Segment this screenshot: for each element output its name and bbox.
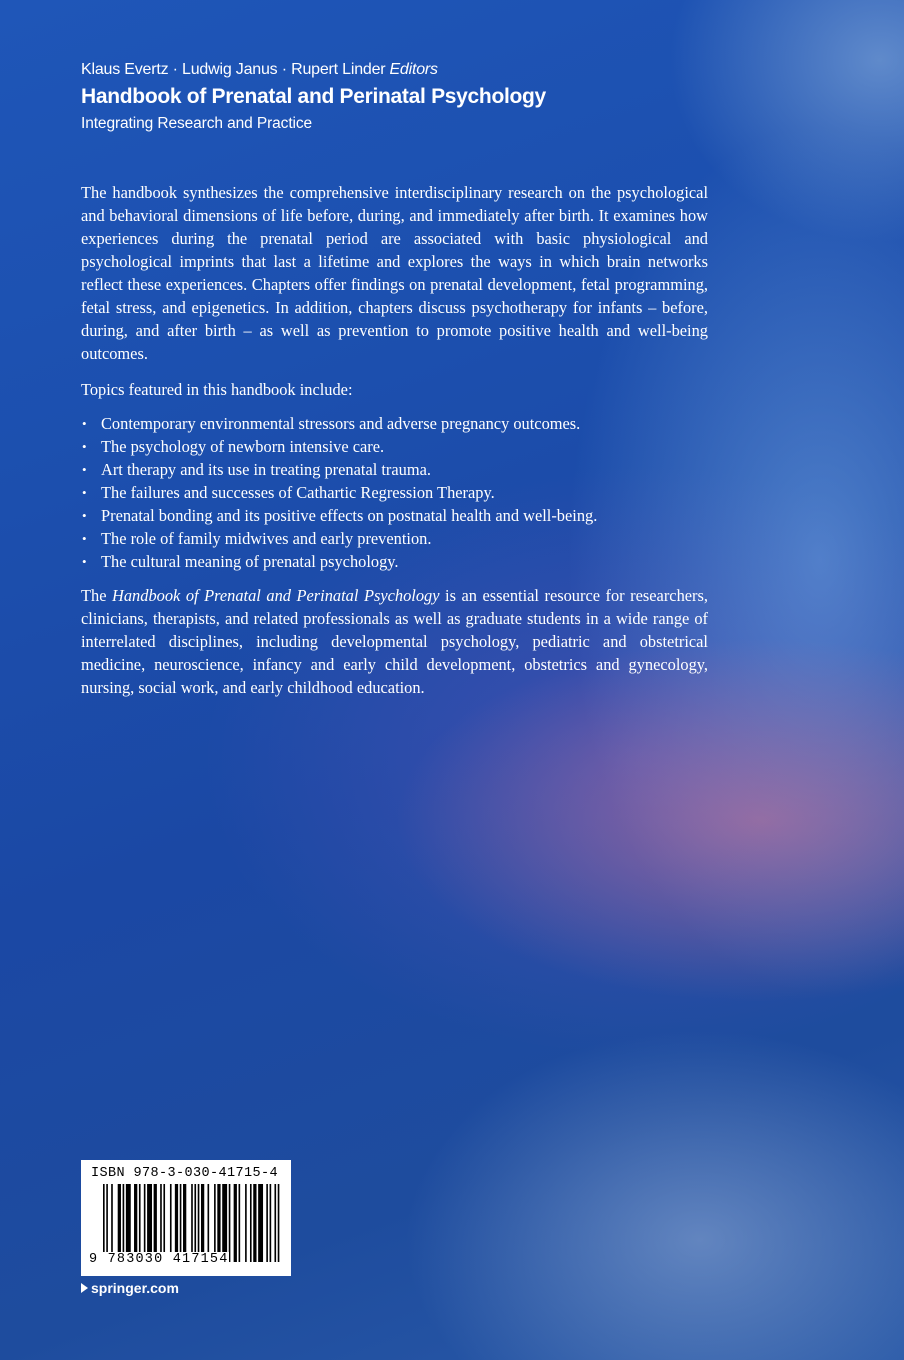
barcode-bar [147,1184,152,1262]
topic-item: • Prenatal bonding and its positive effects on postnatal health and well-being. [82,506,598,525]
barcode-bar [274,1184,276,1262]
topic-item: • The role of family midwives and early prevention. [82,529,432,548]
closing-book-title: Handbook of Prenatal and Perinatal Psychology [112,586,440,605]
bullet-icon: • [82,439,87,454]
barcode-bar [258,1184,263,1262]
publisher-link[interactable] [81,1280,179,1296]
barcode-bar [163,1184,165,1262]
barcode-bar [118,1184,121,1262]
barcode-bar [270,1184,272,1262]
barcode-bar [103,1184,105,1262]
barcode-bar [160,1184,162,1262]
barcode-bar [234,1184,237,1262]
intro-paragraph: The handbook synthesizes the comprehensive interdisciplinary research on the psychological and behavioral dimensions of life before, during, and immediately after birth. It examines how experiences during the prenatal period are associated with basic physiological and psychological imprints that last a lifetime and explores the ways in which brain networks reflect these experiences. Chapters offer findings on prenatal development, fetal programming, fetal stress, and epigenetics. In addition, chapters discuss psychotherapy for infants – before, during, and after birth – as well as prevention to promote positive health and well-being outcomes. [81,183,708,363]
barcode-bar [191,1184,193,1262]
barcode-bar [139,1184,141,1262]
bullet-icon: • [82,462,87,477]
cover-header [81,60,546,134]
bullet-icon: • [82,485,87,500]
topics-heading: Topics featured in this handbook include: [81,380,353,399]
barcode-bar [126,1184,131,1262]
editors-line [81,60,546,80]
barcode-bar [250,1184,252,1262]
closing-paragraph: The Handbook of Prenatal and Perinatal Psychology is an essential resource for researchers, clinicians, therapists, and related professionals as well as graduate students in a wide range of interrelated disciplines, including developmental psychology, pediatric and obstetrical medicine, neuroscience, infancy and early child development, obstetrics and gynecology, nursing, social work, and early childhood education. [81,586,708,697]
arrow-right-icon [81,1283,88,1293]
topic-item: • The cultural meaning of prenatal psychology. [82,552,399,571]
topic-item: • The failures and successes of Cathartic Regression Therapy. [82,483,495,502]
barcode-bar [245,1184,247,1262]
book-title: Handbook of Prenatal and Perinatal Psychology [81,85,546,108]
barcode-bar [106,1184,108,1262]
barcode-bar [180,1184,182,1262]
bullet-icon: • [82,416,87,431]
topic-item: • Contemporary environmental stressors and adverse pregnancy outcomes. [82,414,581,433]
barcode-bar [214,1184,216,1262]
barcode-bar [253,1184,256,1262]
bullet-icon: • [82,554,87,569]
barcode-bar [175,1184,178,1262]
barcode-bar [201,1184,204,1262]
barcode-bar [154,1184,157,1262]
bullet-icon: • [82,508,87,523]
barcode-bar [208,1184,210,1262]
barcode-bar [222,1184,227,1262]
barcode-bar [144,1184,146,1262]
topics-list [81,412,708,573]
barcode-bar [194,1184,196,1262]
book-subtitle: Integrating Research and Practice [81,115,313,132]
barcode-bar [266,1184,268,1262]
barcode-bar [278,1184,280,1262]
barcode-bar [239,1184,241,1262]
barcode-bar [229,1184,231,1262]
topic-item: • The psychology of newborn intensive care. [82,437,385,456]
description-body [81,181,708,699]
topic-item: • Art therapy and its use in treating prenatal trauma. [82,460,431,479]
isbn-barcode [81,1160,291,1276]
editors-names: Klaus Evertz · Ludwig Janus · Rupert Linder [81,61,386,78]
barcode-bars [103,1184,281,1262]
barcode-bar [183,1184,186,1262]
bullet-icon: • [82,531,87,546]
barcode-bar [134,1184,137,1262]
editors-role: Editors [389,61,438,78]
barcode-bar [217,1184,220,1262]
barcode-bar [198,1184,200,1262]
isbn-label: ISBN 978-3-030-41715-4 [91,1166,279,1181]
barcode-bar [123,1184,125,1262]
publisher-link-text[interactable]: springer.com [91,1280,179,1296]
barcode-bar [170,1184,172,1262]
barcode-digits: 9 783030 417154 [89,1252,229,1267]
barcode-bar [111,1184,113,1262]
